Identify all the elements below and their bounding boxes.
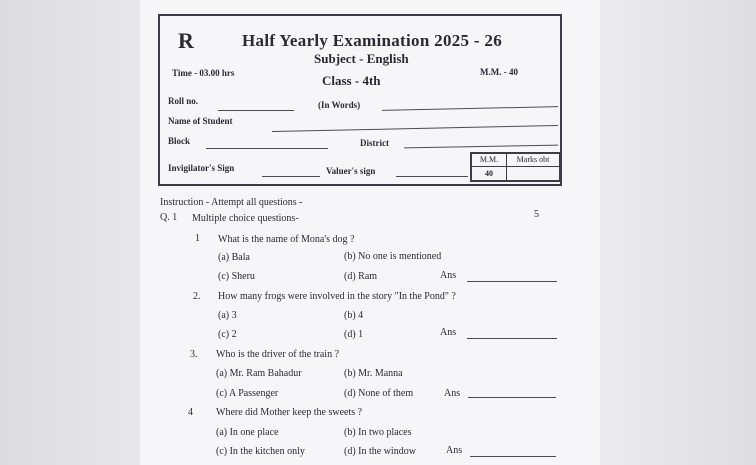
question-text: Who is the driver of the train ? [216, 349, 340, 360]
question-number: 4 [188, 407, 193, 418]
max-marks-label: M.M. - 40 [480, 67, 518, 77]
section-marks: 5 [534, 209, 539, 220]
background-right [600, 0, 756, 465]
answer-label: Ans [444, 388, 461, 399]
valuer-label: Valuer's sign [326, 166, 376, 176]
option-d: (d) None of them [344, 388, 414, 399]
answer-line [470, 456, 556, 457]
answer-label: Ans [446, 445, 463, 456]
option-c: (c) Sheru [218, 271, 255, 282]
option-c: (c) 2 [218, 329, 237, 340]
option-a: (a) In one place [216, 427, 279, 438]
section-number: Q. 1 [160, 212, 178, 223]
option-a: (a) 3 [218, 310, 237, 321]
background-left [0, 0, 140, 465]
series-letter: R [178, 28, 194, 53]
valuer-line [396, 176, 468, 177]
option-d: (d) 1 [344, 329, 364, 340]
subject-label: Subject - English [314, 51, 409, 66]
district-label: District [360, 138, 389, 148]
instructions: Instruction - Attempt all questions - [160, 197, 303, 208]
option-a: (a) Bala [218, 252, 250, 263]
roll-no-label: Roll no. [168, 96, 199, 106]
option-d: (d) In the window [344, 446, 416, 457]
marks-obt-header-cell: Marks obt [506, 153, 560, 167]
option-a: (a) Mr. Ram Bahadur [216, 368, 302, 379]
option-b: (b) 4 [344, 310, 364, 321]
option-c: (c) In the kitchen only [216, 446, 305, 457]
section-title: Multiple choice questions- [192, 213, 299, 224]
class-label: Class - 4th [322, 73, 381, 88]
student-name-label: Name of Student [168, 116, 233, 126]
answer-line [467, 338, 557, 339]
question-text: Where did Mother keep the sweets ? [216, 407, 363, 418]
answer-label: Ans [440, 327, 457, 338]
invigilator-line [262, 176, 320, 177]
question-number: 3. [190, 349, 198, 360]
option-b: (b) No one is mentioned [344, 251, 442, 262]
option-d: (d) Ram [344, 271, 378, 282]
option-c: (c) A Passenger [216, 388, 279, 399]
option-b: (b) Mr. Manna [344, 368, 403, 379]
in-words-label: (In Words) [318, 100, 361, 110]
exam-title: Half Yearly Examination 2025 - 26 [242, 31, 503, 50]
mm-header-cell: M.M. [471, 153, 507, 167]
block-line [206, 148, 328, 149]
answer-label: Ans [440, 270, 457, 281]
answer-line [468, 397, 556, 398]
roll-no-line [218, 110, 294, 111]
question-text: How many frogs were involved in the story "In the Pond" ? [218, 291, 456, 302]
question-number: 1 [195, 233, 200, 244]
question-number: 2. [193, 291, 201, 302]
invigilator-label: Invigilator's Sign [168, 163, 235, 173]
marks-table [470, 152, 560, 182]
answer-line [467, 281, 557, 282]
mm-value-cell: 40 [471, 166, 507, 181]
marks-obt-value-cell [506, 166, 560, 181]
option-b: (b) In two places [344, 427, 412, 438]
question-text: What is the name of Mona's dog ? [218, 234, 355, 245]
block-label: Block [168, 136, 191, 146]
time-label: Time - 03.00 hrs [172, 68, 235, 78]
